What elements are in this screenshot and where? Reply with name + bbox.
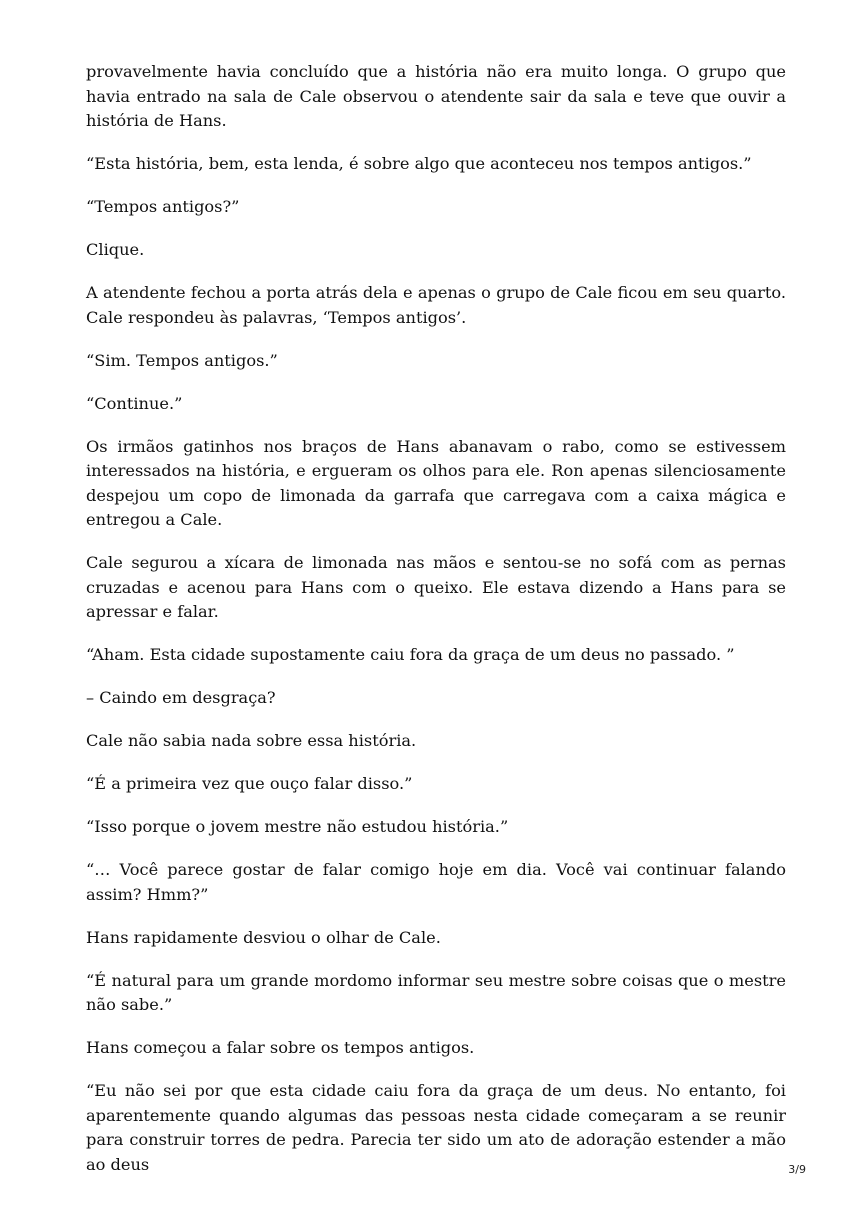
paragraph: Os irmãos gatinhos nos braços de Hans abanavam o rabo, como se estivessem interessados na história, e ergueram os olhos para ele. Ron apenas silenciosamente despejou um copo de limonada da garrafa que carregava com a caixa mágica e entregou a Cale. bbox=[86, 436, 786, 529]
paragraph: Clique. bbox=[86, 240, 145, 259]
paragraph: “Continue.” bbox=[86, 393, 183, 413]
page-number: 3/9 bbox=[788, 1163, 806, 1176]
paragraph: “É a primeira vez que ouço falar disso.” bbox=[86, 774, 413, 793]
paragraph: Cale não sabia nada sobre essa história. bbox=[86, 731, 417, 750]
paragraph: Cale segurou a xícara de limonada nas mãos e sentou-se no sofá com as pernas cruzadas e acenou para Hans com o queixo. Ele estava dizendo a Hans para se apressar e falar. bbox=[86, 553, 786, 621]
paragraph: “Tempos antigos?” bbox=[86, 197, 240, 216]
document-body bbox=[86, 60, 786, 1196]
paragraph: “… Você parece gostar de falar comigo hoje em dia. Você vai continuar falando assim? Hmm?” bbox=[86, 860, 786, 904]
paragraph: “É natural para um grande mordomo informar seu mestre sobre coisas que o mestre não sabe.” bbox=[86, 970, 786, 1014]
paragraph: – Caindo em desgraça? bbox=[86, 688, 276, 707]
paragraph: Hans rapidamente desviou o olhar de Cale. bbox=[86, 927, 441, 947]
paragraph: “Esta história, bem, esta lenda, é sobre algo que aconteceu nos tempos antigos.” bbox=[86, 154, 752, 173]
paragraph: Hans começou a falar sobre os tempos antigos. bbox=[86, 1038, 475, 1057]
paragraph: A atendente fechou a porta atrás dela e apenas o grupo de Cale ficou em seu quarto. Cale respondeu às palavras, ‘Tempos antigos’. bbox=[86, 283, 786, 327]
paragraph: “Eu não sei por que esta cidade caiu fora da graça de um deus. No entanto, foi aparentemente quando algumas das pessoas nesta cidade começaram a se reunir para construir torres de pedra. Parecia ter sido um ato de adoração estender a mão ao deus bbox=[86, 1081, 786, 1174]
paragraph: “Isso porque o jovem mestre não estudou história.” bbox=[86, 817, 509, 836]
paragraph: “Aham. Esta cidade supostamente caiu fora da graça de um deus no passado. ” bbox=[86, 645, 735, 664]
paragraph: provavelmente havia concluído que a história não era muito longa. O grupo que havia entrado na sala de Cale observou o atendente sair da sala e teve que ouvir a história de Hans. bbox=[86, 62, 786, 130]
paragraph: “Sim. Tempos antigos.” bbox=[86, 350, 278, 370]
